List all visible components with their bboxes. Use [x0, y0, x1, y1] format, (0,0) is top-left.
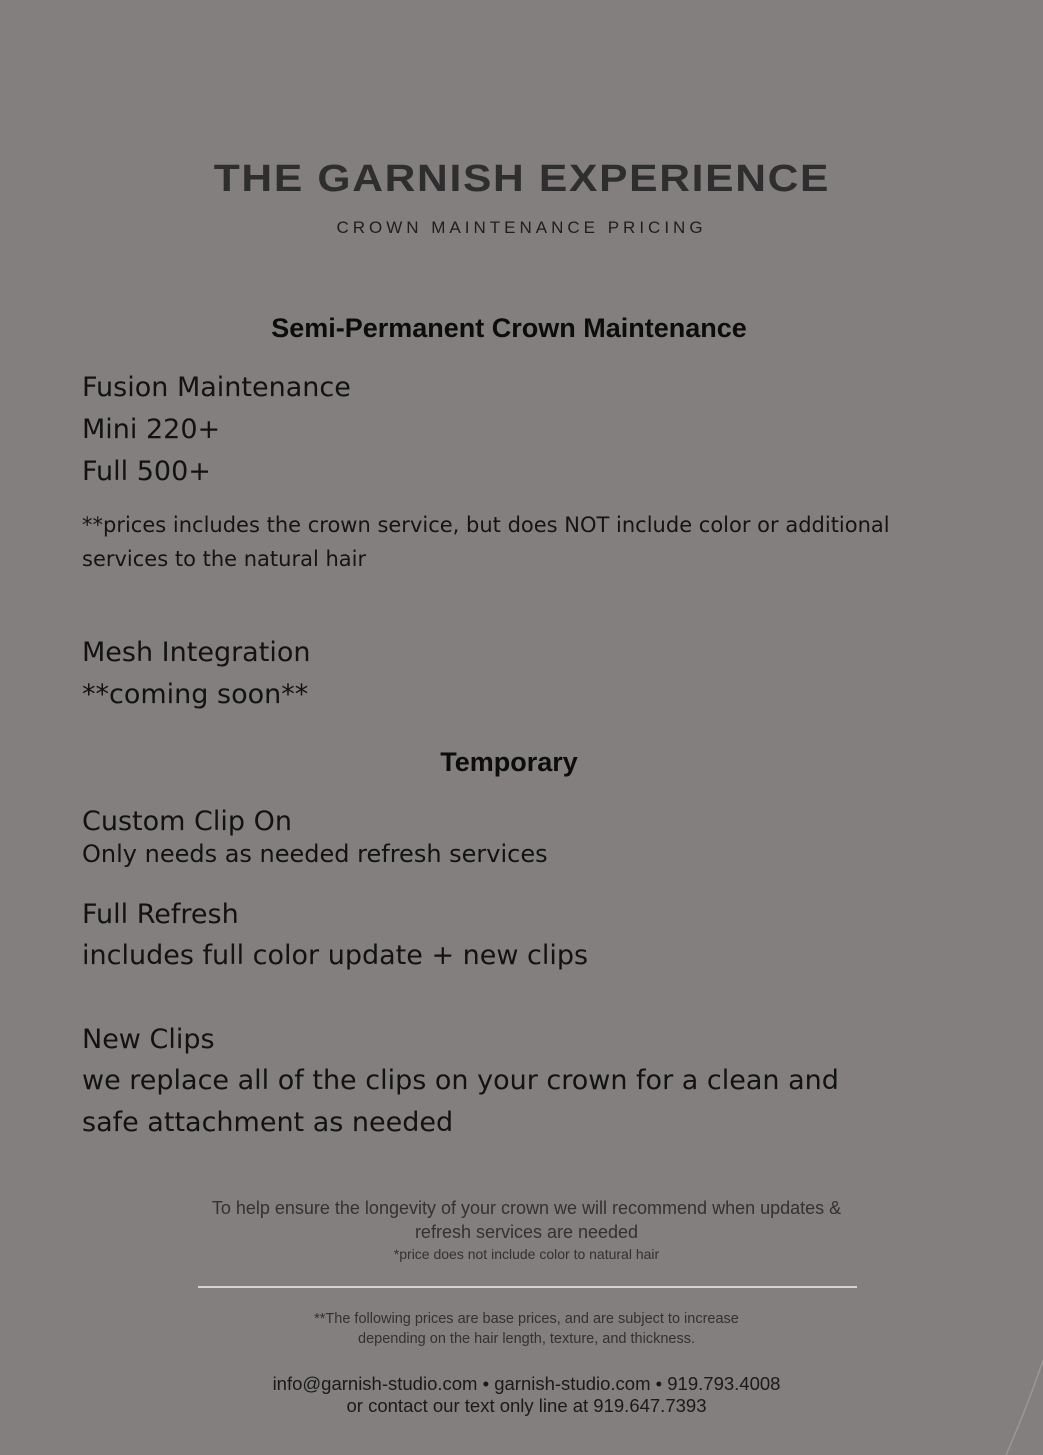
full-refresh-label: Full Refresh — [82, 899, 239, 930]
contact-line-2: or contact our text only line at 919.647.7393 — [346, 1395, 707, 1416]
footer-divider — [198, 1286, 857, 1288]
temporary-heading: Temporary — [440, 747, 578, 777]
fusion-mini-price: Mini 220+ — [82, 414, 221, 445]
new-clips-desc-line-2: safe attachment as needed — [82, 1107, 454, 1138]
semi-permanent-heading: Semi-Permanent Crown Maintenance — [271, 313, 747, 343]
new-clips-label: New Clips — [82, 1024, 215, 1055]
base-prices-note — [150, 1309, 903, 1349]
custom-clip-on-desc: Only needs as needed refresh services — [82, 840, 548, 868]
fusion-price-note — [82, 508, 962, 576]
brand-title: THE GARNISH EXPERIENCE — [213, 158, 831, 200]
full-refresh-desc: includes full color update + new clips — [82, 940, 589, 971]
fusion-maintenance-label: Fusion Maintenance — [82, 372, 351, 403]
mesh-coming-soon: **coming soon** — [82, 679, 309, 710]
contact-info — [150, 1373, 903, 1417]
longevity-line-1: To help ensure the longevity of your crown we will recommend when updates & — [211, 1198, 842, 1218]
mesh-integration-label: Mesh Integration — [82, 637, 311, 668]
fusion-note-line-2: services to the natural hair — [82, 547, 367, 571]
color-note: *price does not include color to natural hair — [393, 1246, 660, 1262]
page-subtitle: CROWN MAINTENANCE PRICING — [336, 218, 707, 237]
fusion-full-price: Full 500+ — [82, 456, 211, 487]
base-prices-line-1: **The following prices are base prices, and are subject to increase — [314, 1311, 739, 1327]
longevity-note — [150, 1196, 903, 1244]
custom-clip-on-label: Custom Clip On — [82, 806, 292, 837]
longevity-line-2: refresh services are needed — [414, 1222, 639, 1242]
base-prices-line-2: depending on the hair length, texture, and thickness. — [358, 1331, 695, 1347]
new-clips-desc-line-1: we replace all of the clips on your crown for a clean and — [82, 1065, 839, 1096]
fusion-note-line-1: **prices includes the crown service, but does NOT include color or additional — [82, 513, 890, 537]
contact-line-1: info@garnish-studio.com • garnish-studio.com • 919.793.4008 — [272, 1373, 781, 1394]
